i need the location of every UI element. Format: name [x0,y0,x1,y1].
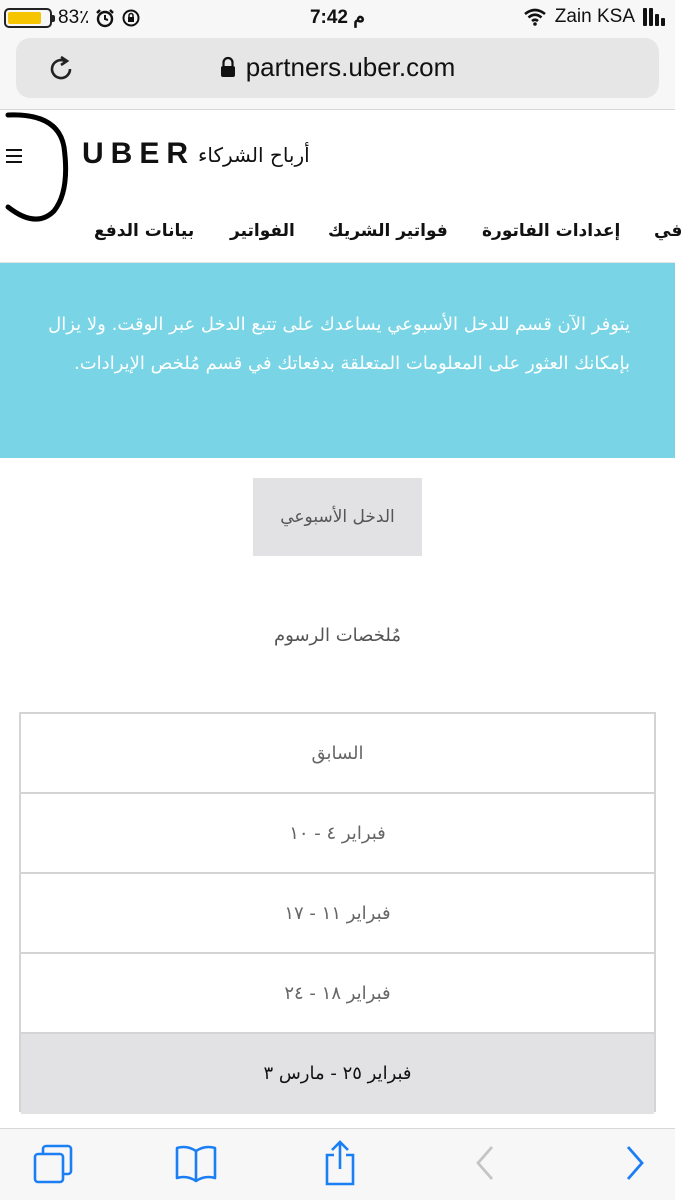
wifi-icon [523,8,547,26]
browser-chrome [0,34,675,110]
tabs-icon[interactable] [32,1143,74,1185]
lock-icon [220,56,236,78]
nav-item-partner-invoices[interactable]: فواتير الشريك [328,221,448,241]
statement-row-previous[interactable]: السابق [21,714,654,794]
statement-row[interactable]: فبراير ١٨ - ٢٤ [21,954,654,1034]
signal-icon [643,8,665,26]
nav-tabs [0,221,682,251]
url-text: partners.uber.com [245,52,456,82]
book-icon[interactable] [174,1143,218,1183]
chevron-right-icon[interactable] [624,1143,646,1183]
banner-text: يتوفر الآن قسم للدخل الأسبوعي يساعدك على تتبع الدخل عبر الوقت. ولا يزال بإمكانك العثور على المعلومات المتعلقة بدفعاتك في قسم مُلخص الإيرادات. [48,314,630,374]
statement-row-selected[interactable]: فبراير ٢٥ - مارس ٣ [21,1034,654,1114]
statement-list [19,712,656,1112]
section-title: مُلخصات الرسوم [274,625,401,646]
status-time: 7:42 م [309,7,366,28]
browser-toolbar [0,1128,675,1200]
statement-row[interactable]: فبراير ٤ - ١٠ [21,794,654,874]
statement-row[interactable]: فبراير ١١ - ١٧ [21,874,654,954]
address-bar[interactable] [16,38,659,98]
share-icon[interactable] [322,1139,358,1187]
nav-item-invoices[interactable]: الفواتير [230,221,295,241]
nav-item-partial[interactable]: في [654,221,682,241]
battery-percent: 83٪ [58,7,90,28]
chevron-left-icon[interactable] [474,1143,496,1183]
scribble-annotation [0,111,75,231]
menu-icon[interactable] [6,149,22,163]
info-banner [0,263,675,458]
nav-item-payment-data[interactable]: بيانات الدفع [94,221,195,241]
carrier-name: Zain KSA [554,6,635,27]
logo-subtitle: أرباح الشركاء [198,143,310,167]
weekly-earnings-button[interactable]: الدخل الأسبوعي [253,478,422,556]
uber-logo[interactable]: UBER [82,137,196,170]
nav-item-invoice-settings[interactable]: إعدادات الفاتورة [482,221,621,241]
status-bar [0,0,675,34]
page-header [0,111,682,263]
